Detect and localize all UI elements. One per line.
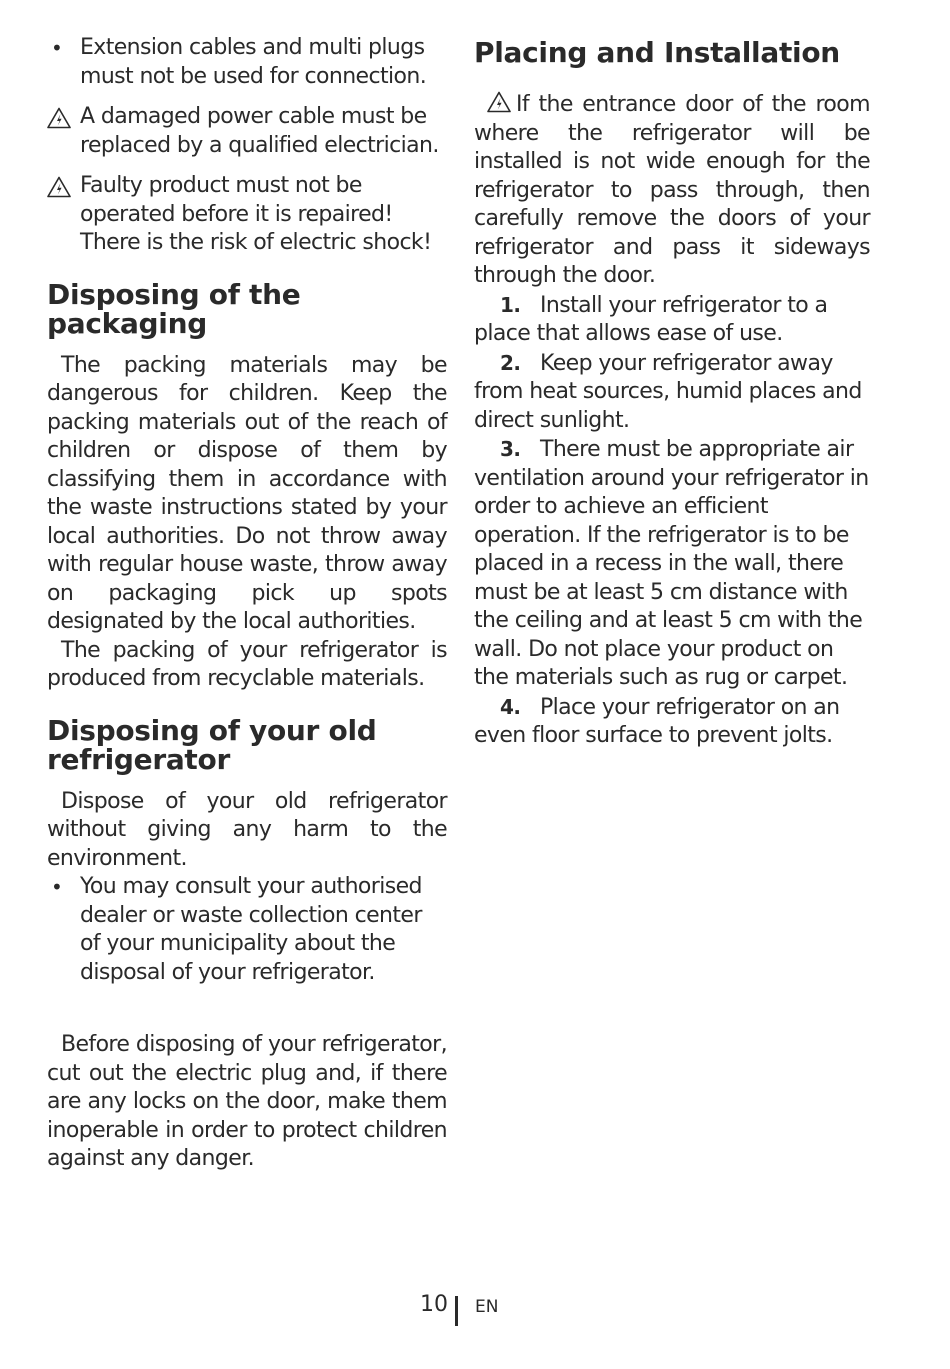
step-number: 2.	[500, 350, 521, 375]
bullet-text: You may consult your authorised dealer or waste collection center of your municipality about the disposal of your refrigerator.	[80, 874, 422, 985]
old-fridge-paragraph: Before disposing of your refrigerator, cut out the electric plug and, if there are any locks on the door, make them inoperable in order to protect children against any danger.	[47, 1032, 447, 1171]
old-fridge-heading	[47, 713, 447, 776]
packaging-paragraph: The packing materials may be dangerous for children. Keep the packing materials out of the reach of children or dispose of them by classifying them in accordance with the waste instructions stated by your local authorities. Do not throw away with regular house waste, throw away on packaging pick up spots designated by the local authorities.	[47, 352, 447, 634]
footer-divider	[455, 1296, 458, 1326]
bullet-text: Extension cables and multi plugs must not be used for connection.	[80, 35, 427, 89]
warning-triangle-icon	[47, 107, 71, 129]
left-column	[47, 34, 447, 1174]
step-number: 1.	[500, 292, 521, 317]
warning-triangle-icon	[47, 176, 71, 198]
step-text: Keep your refrigerator away from heat sources, humid places and direct sunlight.	[474, 350, 862, 433]
packaging-heading: Disposing of the packaging	[47, 277, 301, 340]
warning-triangle-icon	[486, 91, 512, 113]
packaging-paragraph: The packing of your refrigerator is produced from recyclable materials.	[47, 637, 447, 691]
warning-text: A damaged power cable must be replaced by a qualified electrician.	[80, 104, 439, 158]
warning-text: Faulty product must not be operated before it is repaired! There is the risk of electric shock!	[80, 173, 432, 255]
step-text: There must be appropriate air ventilation around your refrigerator in order to achieve an efficient operation. If the refrigerator is to be placed in a recess in the wall, there must be at least 5 cm distance with the ceiling and at least 5 cm with the wall. Do not place your product on the materials such as rug or carpet.	[474, 437, 869, 690]
list-item	[47, 34, 447, 91]
heading-line: Disposing of your old	[47, 713, 377, 747]
page-footer	[0, 1292, 950, 1328]
step-text: Place your refrigerator on an even floor surface to prevent jolts.	[474, 694, 840, 748]
bullet-icon: •	[51, 875, 63, 899]
step-number: 3.	[500, 437, 521, 461]
old-fridge-paragraph: Dispose of your old refrigerator without giving any harm to the environment.	[47, 788, 447, 871]
warning-item	[47, 103, 447, 160]
step-number: 4.	[500, 694, 521, 719]
list-item	[47, 873, 447, 987]
bullet-icon: •	[51, 36, 63, 60]
placing-warning-paragraph	[474, 91, 870, 291]
language-code: EN	[475, 1297, 499, 1317]
step-item	[474, 435, 870, 693]
warning-item	[47, 172, 447, 258]
step-item	[474, 693, 870, 751]
right-column	[474, 34, 870, 751]
placing-heading: Placing and Installation	[474, 36, 840, 69]
step-item	[474, 291, 870, 349]
step-item	[474, 349, 870, 436]
warning-text: If the entrance door of the room where the refrigerator will be installed is not wide enough for the refrigerator to pass through, then carefully remove the doors of your refrigerator and pass it sideways through the door.	[474, 92, 870, 288]
heading-line: refrigerator	[47, 742, 230, 776]
page-number: 10	[420, 1292, 448, 1317]
step-text: Install your refrigerator to a place that allows ease of use.	[474, 292, 828, 346]
